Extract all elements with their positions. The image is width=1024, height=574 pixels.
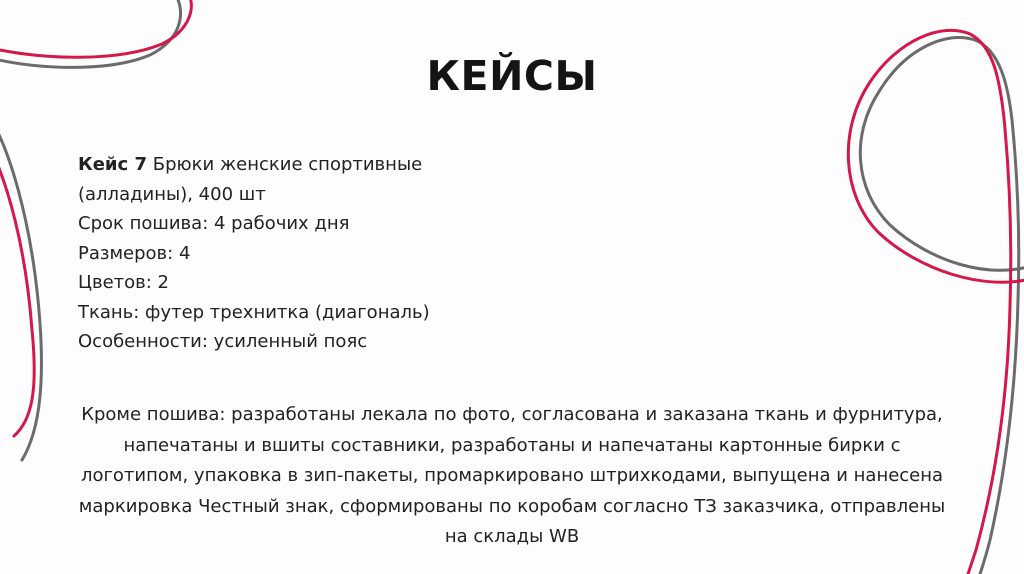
extra-work-line: напечатаны и вшиты составники, разработаны и напечатаны картонные бирки с bbox=[123, 434, 901, 456]
extra-work-paragraph bbox=[62, 400, 962, 553]
case-detail-fabric: Ткань: футер трехнитка (диагональ) bbox=[78, 301, 430, 323]
ribbon-left-red bbox=[0, 140, 34, 436]
case-detail-sizes: Размеров: 4 bbox=[78, 242, 191, 264]
extra-work-line: Кроме пошива: разработаны лекала по фото, согласована и заказана ткань и фурнитура, bbox=[81, 404, 943, 425]
case-description bbox=[78, 150, 498, 357]
ribbon-top-left-red bbox=[0, 0, 191, 57]
case-label: Кейс 7 bbox=[78, 154, 147, 175]
ribbon-left-gray bbox=[0, 118, 41, 460]
case-name-line2: (алладины), 400 шт bbox=[78, 183, 266, 205]
case-detail-deadline: Срок пошива: 4 рабочих дня bbox=[78, 213, 350, 234]
case-heading-line bbox=[78, 150, 498, 180]
case-name-line1: Брюки женские спортивные bbox=[152, 154, 423, 175]
extra-work-line: логотипом, упаковка в зип-пакеты, промаркировано штрихкодами, выпущена и нанесена bbox=[80, 465, 944, 486]
page-title: КЕЙСЫ bbox=[426, 52, 598, 100]
case-detail-colors: Цветов: 2 bbox=[78, 272, 170, 293]
extra-work-line: маркировка Честный знак, сформированы по коробам согласно ТЗ заказчика, отправлены bbox=[78, 495, 946, 517]
case-detail-features: Особенности: усиленный пояс bbox=[78, 331, 368, 352]
extra-work-line: на склады WB bbox=[444, 526, 580, 547]
